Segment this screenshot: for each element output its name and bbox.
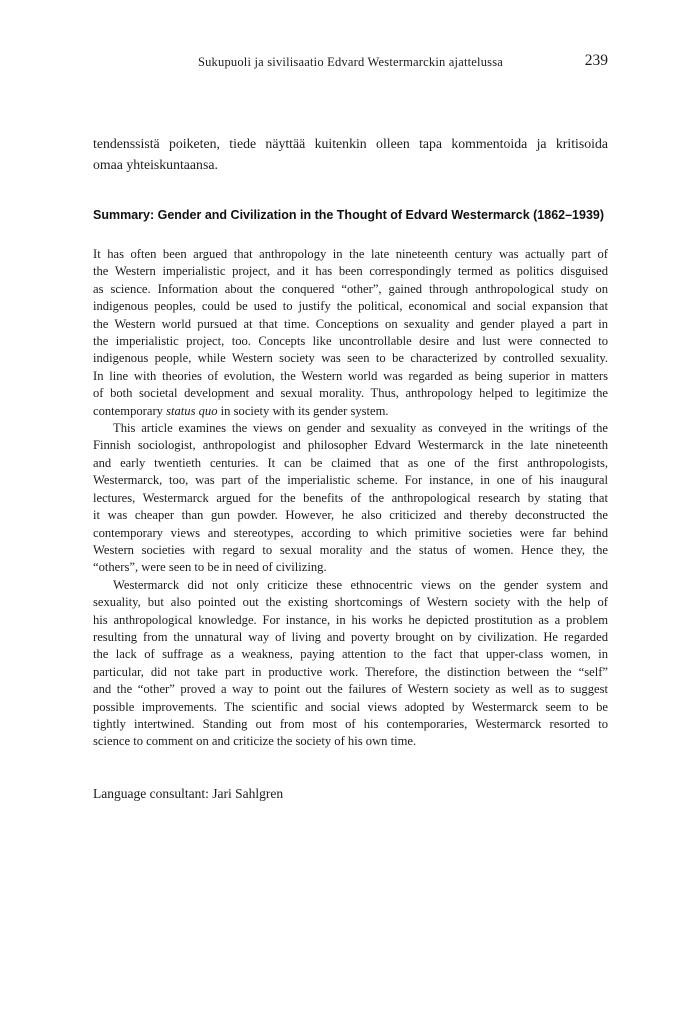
text-line: his anthropological knowledge. For instance, in his works he depicted prostitution as a problem: [93, 612, 608, 627]
text-line: contemporary views and stereotypes, according to which primitive societies were far behind: [93, 525, 608, 540]
summary-paragraph-3: [93, 577, 608, 751]
text-line: the imperialistic project, too. Concepts like uncontrollable desire and lust were connected to: [93, 334, 608, 349]
text-line: omaa yhteiskuntaansa.: [93, 156, 218, 172]
text-line: Westermarck, too, was part of the imperialistic scheme. For instance, in one of his inaugural: [93, 473, 608, 488]
text-line: the lack of suffrage as a weakness, paying attention to the fact that upper-class women, in: [93, 647, 608, 662]
text-line: the Western imperialistic project, and it has been correspondingly termed as politics disguised: [93, 264, 608, 279]
summary-paragraph-2: [93, 420, 608, 577]
text-line: resulting from the unnatural way of living and poverty brought on by civilization. He regarded: [93, 629, 608, 644]
text-segment: in society with its gender system.: [217, 403, 389, 418]
summary-body: [93, 246, 608, 751]
text-line: Westermarck did not only criticize these ethnocentric views on the gender system and: [113, 577, 608, 592]
text-line: [93, 403, 608, 420]
text-line: Finnish sociologist, anthropologist and philosopher Edvard Westermarck in the late nineteenth: [93, 438, 608, 453]
text-line: particular, did not take part in productive work. Therefore, the distinction between the “self”: [93, 664, 608, 679]
text-line: indigenous people, while Western society was seen to be characterized by controlled sexuality.: [93, 351, 608, 366]
text-line: indigenous peoples, could be used to justify the political, economical and social expansion that: [93, 299, 608, 314]
text-line: of both societal development and sexual morality. Thus, anthropology helped to legitimize the: [93, 386, 608, 401]
text-line: it was cheaper than gun powder. However, he also criticized and thereby deconstructed the: [93, 508, 608, 523]
text-line: “others”, were seen to be in need of civilizing.: [93, 560, 327, 575]
text-line: In line with theories of evolution, the Western world was regarded as being superior in matters: [93, 368, 608, 383]
text-line: tightly intertwined. Standing out from most of his contemporaries, Westermarck resorted to: [93, 716, 608, 731]
text-line: It has often been argued that anthropology in the late nineteenth century was actually part of: [93, 247, 608, 261]
italic-text: status quo: [166, 403, 218, 418]
text-line: tendenssistä poiketen, tiede näyttää kuitenkin olleen tapa kommentoida ja kritisoida: [93, 136, 608, 151]
text-line: lectures, Westermarck argued for the benefits of the anthropological research by stating that: [93, 490, 608, 505]
article-closing-paragraph: [93, 134, 608, 175]
summary-heading: Summary: Gender and Civilization in the Thought of Edvard Westermarck (1862–1939): [93, 208, 605, 222]
text-line: as science. Information about the conquered “other”, gained through anthropological study on: [93, 281, 608, 296]
language-consultant-note: Language consultant: Jari Sahlgren: [93, 786, 284, 801]
running-head: [93, 52, 608, 75]
summary-paragraph-1: [93, 246, 608, 420]
text-line: possible improvements. The scientific and social views adopted by Westermarck seem to be: [93, 699, 608, 714]
text-line: and the “other” proved a way to point out the failures of Western society as well as to suggest: [93, 682, 608, 697]
running-head-title: Sukupuoli ja sivilisaatio Edvard Westermarckin ajattelussa: [197, 55, 504, 69]
text-segment: contemporary: [93, 403, 167, 418]
text-line: This article examines the views on gender and sexuality as conveyed in the writings of the: [113, 421, 608, 436]
page-number: 239: [584, 52, 608, 69]
text-line: science to comment on and criticize the society of his own time.: [93, 734, 417, 749]
text-line: sexuality, but also pointed out the existing shortcomings of Western society with the help of: [93, 595, 608, 610]
text-line: Western societies with regard to sexual morality and the status of women. Hence they, the: [93, 542, 608, 557]
text-line: and early twentieth centuries. It can be claimed that as one of the first anthropologists,: [93, 455, 608, 470]
text-line: the Western world pursued at that time. Conceptions on sexuality and gender played a part in: [93, 316, 608, 331]
